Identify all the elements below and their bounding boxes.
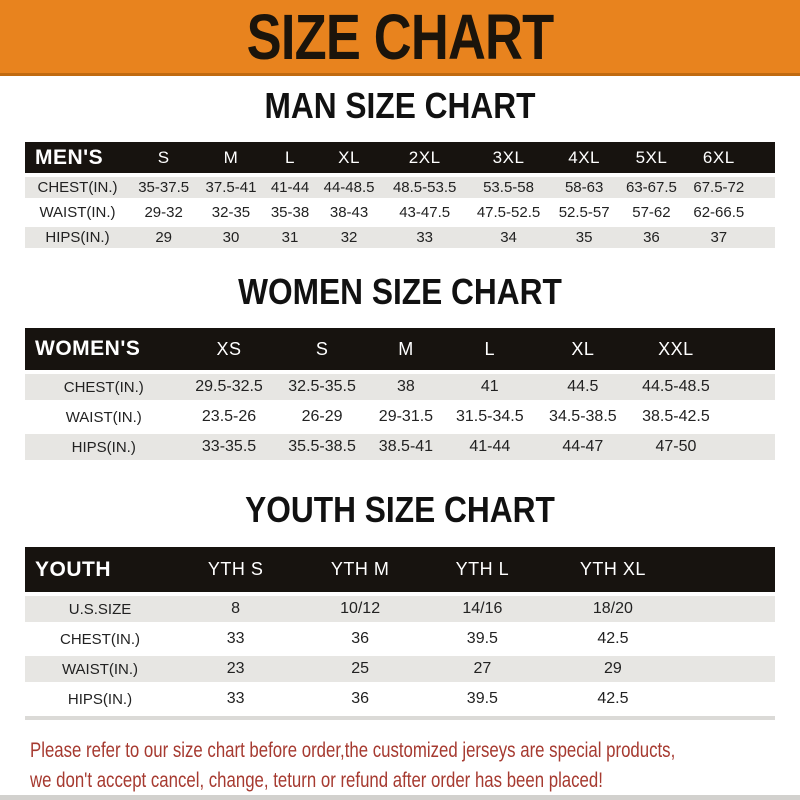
footer-line-1: Please refer to our size chart before order,the customized jerseys are special products, bbox=[30, 739, 676, 762]
filler-cell bbox=[753, 202, 776, 223]
size-value-cell: 29-32 bbox=[130, 202, 197, 223]
measurement-row bbox=[25, 434, 775, 460]
size-value-cell: 35-38 bbox=[265, 202, 316, 223]
size-value-cell: 63-67.5 bbox=[618, 177, 685, 198]
size-value-cell: 23 bbox=[175, 656, 296, 682]
size-column-header: XL bbox=[315, 142, 382, 173]
size-column-header: 4XL bbox=[550, 142, 617, 173]
size-value-cell: 29 bbox=[541, 656, 685, 682]
size-column-header: S bbox=[276, 328, 369, 370]
size-value-cell: 8 bbox=[175, 596, 296, 622]
table-header-label: WOMEN'S bbox=[25, 328, 183, 370]
size-value-cell: 58-63 bbox=[550, 177, 617, 198]
size-value-cell: 41 bbox=[443, 374, 536, 400]
page-title: SIZE CHART bbox=[246, 0, 554, 73]
table-header-label: YOUTH bbox=[25, 547, 175, 592]
size-column-header: S bbox=[130, 142, 197, 173]
filler-cell bbox=[685, 626, 775, 652]
row-label: WAIST(IN.) bbox=[25, 656, 175, 682]
size-column-header: XS bbox=[183, 328, 276, 370]
filler-cell bbox=[753, 177, 776, 198]
measurement-row bbox=[25, 686, 775, 712]
size-column-header: 3XL bbox=[467, 142, 551, 173]
womens-size-table bbox=[25, 324, 775, 464]
bottom-edge-divider bbox=[0, 795, 800, 800]
size-value-cell: 38.5-42.5 bbox=[629, 404, 722, 430]
size-column-header: M bbox=[197, 142, 264, 173]
row-label: WAIST(IN.) bbox=[25, 404, 183, 430]
row-label: CHEST(IN.) bbox=[25, 177, 130, 198]
size-value-cell: 35-37.5 bbox=[130, 177, 197, 198]
size-column-header: YTH S bbox=[175, 547, 296, 592]
size-value-cell: 33 bbox=[383, 227, 467, 248]
filler-cell bbox=[685, 656, 775, 682]
size-sections-container bbox=[0, 86, 800, 720]
size-column-header: XL bbox=[536, 328, 629, 370]
row-label: HIPS(IN.) bbox=[25, 686, 175, 712]
measurement-row bbox=[25, 656, 775, 682]
size-value-cell: 43-47.5 bbox=[383, 202, 467, 223]
row-label: CHEST(IN.) bbox=[25, 374, 183, 400]
size-value-cell: 44-47 bbox=[536, 434, 629, 460]
filler-cell bbox=[685, 596, 775, 622]
measurement-row bbox=[25, 404, 775, 430]
measurement-row bbox=[25, 227, 775, 248]
table-header-label: MEN'S bbox=[25, 142, 130, 173]
size-value-cell: 38-43 bbox=[315, 202, 382, 223]
size-value-cell: 36 bbox=[296, 686, 424, 712]
size-value-cell: 29-31.5 bbox=[369, 404, 444, 430]
size-value-cell: 23.5-26 bbox=[183, 404, 276, 430]
size-value-cell: 35.5-38.5 bbox=[276, 434, 369, 460]
size-value-cell: 34 bbox=[467, 227, 551, 248]
size-column-header: M bbox=[369, 328, 444, 370]
measurement-row bbox=[25, 626, 775, 652]
size-value-cell: 27 bbox=[424, 656, 541, 682]
size-value-cell: 33 bbox=[175, 686, 296, 712]
measurement-row bbox=[25, 596, 775, 622]
size-value-cell: 44-48.5 bbox=[315, 177, 382, 198]
size-value-cell: 30 bbox=[197, 227, 264, 248]
size-value-cell: 29 bbox=[130, 227, 197, 248]
row-label: HIPS(IN.) bbox=[25, 227, 130, 248]
table-header-row bbox=[25, 328, 775, 370]
size-value-cell: 10/12 bbox=[296, 596, 424, 622]
size-value-cell: 38 bbox=[369, 374, 444, 400]
size-value-cell: 18/20 bbox=[541, 596, 685, 622]
size-value-cell: 52.5-57 bbox=[550, 202, 617, 223]
size-value-cell: 44.5 bbox=[536, 374, 629, 400]
youth-size-table bbox=[25, 543, 775, 720]
size-column-header: L bbox=[443, 328, 536, 370]
size-value-cell: 42.5 bbox=[541, 686, 685, 712]
filler-cell bbox=[723, 404, 776, 430]
section-heading: YOUTH SIZE CHART bbox=[245, 489, 555, 530]
size-value-cell: 39.5 bbox=[424, 626, 541, 652]
measurement-row bbox=[25, 177, 775, 198]
size-column-header: 5XL bbox=[618, 142, 685, 173]
row-label: U.S.SIZE bbox=[25, 596, 175, 622]
size-value-cell: 47-50 bbox=[629, 434, 722, 460]
size-value-cell: 38.5-41 bbox=[369, 434, 444, 460]
filler-cell bbox=[723, 434, 776, 460]
size-value-cell: 48.5-53.5 bbox=[383, 177, 467, 198]
filler-cell bbox=[753, 227, 776, 248]
size-value-cell: 57-62 bbox=[618, 202, 685, 223]
size-value-cell: 25 bbox=[296, 656, 424, 682]
size-value-cell: 44.5-48.5 bbox=[629, 374, 722, 400]
size-value-cell: 37.5-41 bbox=[197, 177, 264, 198]
section-heading: MAN SIZE CHART bbox=[264, 85, 536, 126]
filler-cell bbox=[753, 142, 776, 173]
youth-size-section bbox=[0, 490, 800, 720]
filler-cell bbox=[723, 374, 776, 400]
size-value-cell: 62-66.5 bbox=[685, 202, 752, 223]
row-label: WAIST(IN.) bbox=[25, 202, 130, 223]
size-value-cell: 33-35.5 bbox=[183, 434, 276, 460]
row-label: CHEST(IN.) bbox=[25, 626, 175, 652]
size-value-cell: 35 bbox=[550, 227, 617, 248]
mens-size-table bbox=[25, 138, 775, 252]
filler-cell bbox=[685, 686, 775, 712]
row-label: HIPS(IN.) bbox=[25, 434, 183, 460]
size-chart-banner bbox=[0, 0, 800, 76]
size-value-cell: 41-44 bbox=[443, 434, 536, 460]
size-value-cell: 32-35 bbox=[197, 202, 264, 223]
womens-size-section bbox=[0, 272, 800, 464]
size-column-header: 6XL bbox=[685, 142, 752, 173]
size-value-cell: 32 bbox=[315, 227, 382, 248]
size-value-cell: 32.5-35.5 bbox=[276, 374, 369, 400]
size-value-cell: 31 bbox=[265, 227, 316, 248]
size-value-cell: 36 bbox=[296, 626, 424, 652]
size-value-cell: 53.5-58 bbox=[467, 177, 551, 198]
size-value-cell: 33 bbox=[175, 626, 296, 652]
section-heading: WOMEN SIZE CHART bbox=[238, 271, 562, 312]
size-value-cell: 39.5 bbox=[424, 686, 541, 712]
measurement-row bbox=[25, 374, 775, 400]
size-value-cell: 14/16 bbox=[424, 596, 541, 622]
size-column-header: L bbox=[265, 142, 316, 173]
size-value-cell: 41-44 bbox=[265, 177, 316, 198]
filler-cell bbox=[723, 328, 776, 370]
footer-note bbox=[0, 736, 800, 796]
footer-line-2: we don't accept cancel, change, teturn or refund after order has been placed! bbox=[30, 769, 603, 792]
size-value-cell: 47.5-52.5 bbox=[467, 202, 551, 223]
size-value-cell: 31.5-34.5 bbox=[443, 404, 536, 430]
size-value-cell: 67.5-72 bbox=[685, 177, 752, 198]
filler-cell bbox=[685, 547, 775, 592]
size-value-cell: 37 bbox=[685, 227, 752, 248]
size-column-header: YTH M bbox=[296, 547, 424, 592]
size-value-cell: 42.5 bbox=[541, 626, 685, 652]
size-column-header: 2XL bbox=[383, 142, 467, 173]
size-value-cell: 34.5-38.5 bbox=[536, 404, 629, 430]
mens-size-section bbox=[0, 86, 800, 252]
table-header-row bbox=[25, 547, 775, 592]
size-column-header: XXL bbox=[629, 328, 722, 370]
table-header-row bbox=[25, 142, 775, 173]
size-value-cell: 26-29 bbox=[276, 404, 369, 430]
size-value-cell: 29.5-32.5 bbox=[183, 374, 276, 400]
size-column-header: YTH XL bbox=[541, 547, 685, 592]
measurement-row bbox=[25, 202, 775, 223]
size-value-cell: 36 bbox=[618, 227, 685, 248]
size-column-header: YTH L bbox=[424, 547, 541, 592]
